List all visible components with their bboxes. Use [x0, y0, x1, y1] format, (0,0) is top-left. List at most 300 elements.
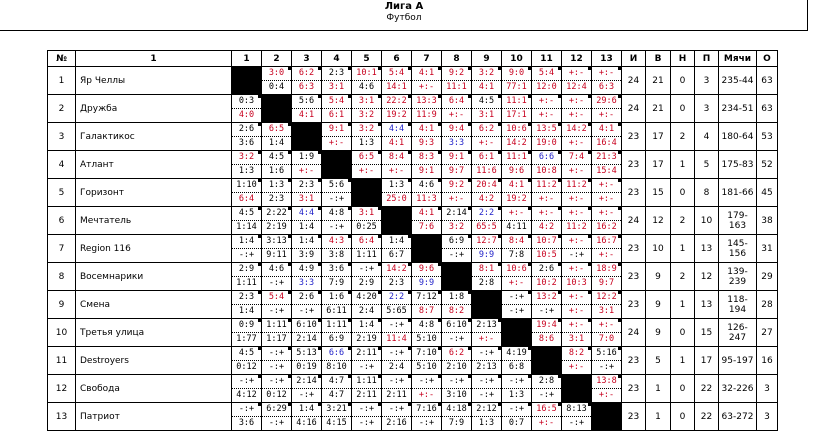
points: 52 [757, 151, 778, 179]
home-score: 5:13 [292, 347, 321, 361]
home-score: +:- [562, 207, 591, 221]
away-score: 65:5 [476, 222, 497, 232]
away-score: -:+ [448, 334, 465, 344]
team-name: Яр Челлы [76, 67, 232, 95]
match-cell [292, 291, 322, 319]
away-score: 9:7 [448, 166, 465, 176]
points: 28 [757, 291, 778, 319]
match-cell [532, 403, 562, 431]
losses: 17 [695, 347, 719, 375]
home-score: 4:20 [352, 291, 381, 305]
home-score: 18:9 [592, 263, 621, 277]
row-number: 10 [48, 319, 76, 347]
wins: 1 [646, 375, 671, 403]
home-score: 13:5 [532, 123, 561, 137]
match-cell [562, 347, 592, 375]
match-cell [292, 347, 322, 375]
home-score: 12:7 [472, 235, 501, 249]
table-header [48, 51, 778, 67]
away-score: 9:6 [508, 166, 525, 176]
goals: 180-64 [719, 123, 757, 151]
match-cell [262, 151, 292, 179]
away-score: 1:6 [268, 166, 285, 176]
wins: 21 [646, 95, 671, 123]
away-score: 2:8 [478, 278, 495, 288]
home-score: 1:4 [232, 235, 261, 249]
match-cell [502, 347, 532, 375]
away-score: 17:1 [506, 110, 527, 120]
match-cell [412, 291, 442, 319]
home-score: 1:11 [322, 319, 351, 333]
losses: 5 [695, 151, 719, 179]
home-score: 20:4 [472, 179, 501, 193]
away-score: 14:1 [386, 82, 407, 92]
home-score: +:- [562, 67, 591, 81]
self-match-cell [592, 403, 622, 431]
away-score: 9:7 [598, 278, 615, 288]
wins: 12 [646, 207, 671, 235]
away-score: 7:9 [328, 278, 345, 288]
match-cell [322, 347, 352, 375]
match-cell [262, 67, 292, 95]
away-score: +:- [598, 250, 615, 260]
match-cell [532, 319, 562, 347]
away-score: -:+ [298, 306, 315, 316]
home-score: 7:16 [412, 403, 441, 417]
home-score: 16:5 [532, 403, 561, 417]
match-cell [442, 179, 472, 207]
self-match-cell [532, 347, 562, 375]
match-cell [592, 235, 622, 263]
home-score: -:+ [412, 375, 441, 389]
column-header: 11 [532, 51, 562, 67]
home-score: +:- [532, 95, 561, 109]
match-cell [232, 263, 262, 291]
losses: 4 [695, 123, 719, 151]
home-score: +:- [562, 263, 591, 277]
home-score: 2:12 [472, 403, 501, 417]
games-played: 23 [622, 403, 646, 431]
away-score: 14:2 [506, 138, 527, 148]
match-cell [292, 207, 322, 235]
away-score: 0:4 [268, 82, 285, 92]
away-score: 4:16 [296, 418, 317, 428]
away-score: 7:6 [418, 222, 435, 232]
match-cell [262, 235, 292, 263]
away-score: 3:6 [238, 418, 255, 428]
away-score: 6:11 [326, 306, 347, 316]
games-played: 23 [622, 151, 646, 179]
away-score: 4:15 [326, 418, 347, 428]
home-score: 1:4 [292, 235, 321, 249]
self-match-cell [232, 67, 262, 95]
away-score: 1:3 [508, 390, 525, 400]
table-row [48, 123, 778, 151]
match-cell [562, 235, 592, 263]
match-cell [472, 235, 502, 263]
wins: 21 [646, 67, 671, 95]
column-header: В [646, 51, 671, 67]
away-score: 1:14 [236, 222, 257, 232]
match-cell [232, 179, 262, 207]
home-score: 10:6 [502, 263, 531, 277]
match-cell [322, 179, 352, 207]
away-score: 4:0 [238, 110, 255, 120]
losses: 22 [695, 403, 719, 431]
away-score: 8:6 [538, 334, 555, 344]
table-row [48, 179, 778, 207]
home-score: 6:5 [352, 151, 381, 165]
match-cell [382, 179, 412, 207]
away-score: +:- [448, 194, 465, 204]
home-score: 7:4 [562, 151, 591, 165]
match-cell [292, 235, 322, 263]
match-cell [292, 179, 322, 207]
home-score: 5:16 [592, 347, 621, 361]
draws: 0 [671, 95, 695, 123]
home-score: 10:7 [532, 235, 561, 249]
match-cell [592, 179, 622, 207]
away-score: -:+ [478, 390, 495, 400]
away-score: -:+ [268, 306, 285, 316]
match-cell [322, 95, 352, 123]
match-cell [382, 123, 412, 151]
goals: 145-156 [719, 235, 757, 263]
match-cell [232, 235, 262, 263]
match-cell [502, 235, 532, 263]
home-score: 11:1 [502, 95, 531, 109]
match-cell [412, 347, 442, 375]
away-score: 1:4 [268, 138, 285, 148]
wins: 9 [646, 263, 671, 291]
losses: 8 [695, 179, 719, 207]
match-cell [352, 151, 382, 179]
match-cell [232, 151, 262, 179]
home-score: 29:6 [592, 95, 621, 109]
away-score: 77:1 [506, 82, 527, 92]
match-cell [592, 95, 622, 123]
match-cell [232, 375, 262, 403]
match-cell [532, 95, 562, 123]
home-score: 4:4 [382, 123, 411, 137]
away-score: 0:7 [508, 418, 525, 428]
row-number: 4 [48, 151, 76, 179]
away-score: -:+ [568, 250, 585, 260]
home-score: +:- [592, 179, 621, 193]
match-cell [232, 123, 262, 151]
column-header: П [695, 51, 719, 67]
match-cell [262, 319, 292, 347]
away-score: 3:9 [298, 250, 315, 260]
away-score: 8:2 [448, 306, 465, 316]
match-cell [322, 291, 352, 319]
self-match-cell [262, 95, 292, 123]
match-cell [562, 263, 592, 291]
match-cell [442, 207, 472, 235]
match-cell [382, 347, 412, 375]
away-score: 6:8 [508, 362, 525, 372]
away-score: 1:11 [356, 250, 377, 260]
away-score: +:- [328, 138, 345, 148]
home-score: 21:3 [592, 151, 621, 165]
home-score: 14:2 [382, 263, 411, 277]
home-score: -:+ [232, 403, 261, 417]
away-score: 8:10 [326, 362, 347, 372]
away-score: 4:7 [328, 390, 345, 400]
away-score: +:- [298, 166, 315, 176]
match-cell [442, 235, 472, 263]
away-score: 5:10 [416, 334, 437, 344]
away-score: 4:1 [388, 138, 405, 148]
away-score: 2:11 [386, 390, 407, 400]
match-cell [412, 403, 442, 431]
home-score: 5:6 [322, 179, 351, 193]
match-cell [472, 151, 502, 179]
match-cell [382, 95, 412, 123]
home-score: 14:2 [562, 123, 591, 137]
column-header: 1 [76, 51, 232, 67]
match-cell [382, 235, 412, 263]
team-name: Мечтатель [76, 207, 232, 235]
match-cell [472, 67, 502, 95]
away-score: 10:5 [536, 250, 557, 260]
match-cell [292, 319, 322, 347]
match-cell [322, 375, 352, 403]
match-cell [562, 291, 592, 319]
home-score: 4:1 [592, 123, 621, 137]
home-score: 22:2 [382, 95, 411, 109]
away-score: 4:2 [538, 222, 555, 232]
home-score: -:+ [232, 375, 261, 389]
home-score: 1:3 [382, 179, 411, 193]
home-score: 10:1 [352, 67, 381, 81]
match-cell [232, 319, 262, 347]
home-score: 19:4 [532, 319, 561, 333]
points: 38 [757, 207, 778, 235]
home-score: 4:8 [412, 319, 441, 333]
match-cell [262, 403, 292, 431]
match-cell [292, 67, 322, 95]
home-score: 2:9 [232, 263, 261, 277]
wins: 15 [646, 179, 671, 207]
away-score: +:- [568, 166, 585, 176]
away-score: 7:8 [508, 250, 525, 260]
home-score: 6:5 [262, 123, 291, 137]
away-score: -:+ [268, 278, 285, 288]
match-cell [502, 95, 532, 123]
match-cell [442, 151, 472, 179]
away-score: +:- [598, 194, 615, 204]
home-score: 2:2 [472, 207, 501, 221]
match-cell [562, 319, 592, 347]
away-score: 11:6 [476, 166, 497, 176]
home-score: 1:10 [232, 179, 261, 193]
home-score: 4:4 [292, 207, 321, 221]
losses: 10 [695, 207, 719, 235]
match-cell [502, 123, 532, 151]
losses: 3 [695, 67, 719, 95]
match-cell [292, 95, 322, 123]
match-cell [322, 403, 352, 431]
away-score: 7:0 [598, 334, 615, 344]
home-score: 3:1 [352, 207, 381, 221]
away-score: 4:2 [478, 194, 495, 204]
goals: 235-44 [719, 67, 757, 95]
home-score: 11:1 [502, 151, 531, 165]
home-score: 4:1 [502, 179, 531, 193]
column-header: Мячи [719, 51, 757, 67]
row-number: 13 [48, 403, 76, 431]
home-score: 5:4 [532, 67, 561, 81]
match-cell [532, 263, 562, 291]
away-score: -:+ [568, 418, 585, 428]
team-name: Патриот [76, 403, 232, 431]
column-header: 12 [562, 51, 592, 67]
away-score: 16:2 [596, 222, 617, 232]
home-score: 13:8 [592, 375, 621, 389]
match-cell [412, 263, 442, 291]
home-score: 8:3 [412, 151, 441, 165]
match-cell [382, 375, 412, 403]
away-score: 15:4 [596, 166, 617, 176]
row-number: 2 [48, 95, 76, 123]
away-score: -:+ [358, 418, 375, 428]
table-row [48, 263, 778, 291]
points: 29 [757, 263, 778, 291]
match-cell [562, 95, 592, 123]
away-score: 1:3 [358, 138, 375, 148]
losses: 22 [695, 375, 719, 403]
row-number: 3 [48, 123, 76, 151]
away-score: 6:3 [298, 82, 315, 92]
away-score: +:- [598, 390, 615, 400]
away-score: 1:77 [236, 334, 257, 344]
match-cell [442, 375, 472, 403]
home-score: 2:14 [442, 207, 471, 221]
home-score: 9:4 [442, 123, 471, 137]
team-name: Region 116 [76, 235, 232, 263]
home-score: 1:4 [352, 319, 381, 333]
home-score: 6:1 [472, 151, 501, 165]
match-cell [592, 263, 622, 291]
home-score: 4:5 [262, 151, 291, 165]
away-score: 19:0 [536, 138, 557, 148]
column-header: 3 [292, 51, 322, 67]
away-score: 5:65 [386, 306, 407, 316]
away-score: +:- [388, 166, 405, 176]
match-cell [592, 67, 622, 95]
away-score: -:+ [358, 362, 375, 372]
match-cell [232, 403, 262, 431]
match-cell [352, 347, 382, 375]
away-score: 4:1 [478, 82, 495, 92]
draws: 0 [671, 403, 695, 431]
home-score: 3:1 [352, 95, 381, 109]
home-score: -:+ [352, 263, 381, 277]
losses: 15 [695, 319, 719, 347]
home-score: +:- [592, 207, 621, 221]
match-cell [592, 319, 622, 347]
draws: 1 [671, 235, 695, 263]
match-cell [322, 67, 352, 95]
home-score: -:+ [502, 375, 531, 389]
match-cell [532, 291, 562, 319]
column-header: 8 [442, 51, 472, 67]
goals: 32-226 [719, 375, 757, 403]
away-score: -:+ [328, 194, 345, 204]
match-cell [262, 263, 292, 291]
match-cell [562, 207, 592, 235]
match-cell [532, 235, 562, 263]
away-score: +:- [418, 82, 435, 92]
away-score: 3:8 [328, 250, 345, 260]
away-score: 2:19 [266, 222, 287, 232]
match-cell [262, 347, 292, 375]
home-score: 9:6 [412, 263, 441, 277]
table-row [48, 375, 778, 403]
match-cell [352, 67, 382, 95]
column-header: 7 [412, 51, 442, 67]
match-cell [352, 235, 382, 263]
match-cell [502, 67, 532, 95]
home-score: 12:2 [592, 291, 621, 305]
match-cell [502, 179, 532, 207]
table-row [48, 291, 778, 319]
home-score: +:- [562, 95, 591, 109]
away-score: 0:25 [356, 222, 377, 232]
home-score: 5:4 [262, 291, 291, 305]
home-score: 1:4 [382, 235, 411, 249]
home-score: 2:3 [322, 67, 351, 81]
home-score: 6:9 [442, 235, 471, 249]
home-score: 2:2 [382, 291, 411, 305]
page-title: Лига А [384, 1, 424, 12]
home-score: 0:3 [232, 95, 261, 109]
self-match-cell [322, 151, 352, 179]
match-cell [562, 403, 592, 431]
match-cell [382, 319, 412, 347]
match-cell [502, 403, 532, 431]
home-score: 7:12 [412, 291, 441, 305]
column-header: 6 [382, 51, 412, 67]
home-score: 2:22 [262, 207, 291, 221]
home-score: 4:7 [322, 375, 351, 389]
row-number: 12 [48, 375, 76, 403]
home-score: -:+ [472, 347, 501, 361]
home-score: 8:4 [502, 235, 531, 249]
away-score: -:+ [268, 418, 285, 428]
games-played: 23 [622, 291, 646, 319]
games-played: 24 [622, 207, 646, 235]
match-cell [322, 123, 352, 151]
away-score: 11:4 [386, 334, 407, 344]
home-score: 4:5 [232, 207, 261, 221]
match-cell [322, 263, 352, 291]
match-cell [382, 403, 412, 431]
goals: 139-239 [719, 263, 757, 291]
match-cell [412, 67, 442, 95]
away-score: +:- [508, 278, 525, 288]
column-header: 1 [232, 51, 262, 67]
away-score: -:+ [538, 306, 555, 316]
away-score: 11:1 [446, 82, 467, 92]
match-cell [532, 123, 562, 151]
away-score: +:- [568, 306, 585, 316]
match-cell [502, 291, 532, 319]
away-score: 12:0 [536, 82, 557, 92]
away-score: 3:6 [238, 138, 255, 148]
away-score: 9:11 [266, 250, 287, 260]
